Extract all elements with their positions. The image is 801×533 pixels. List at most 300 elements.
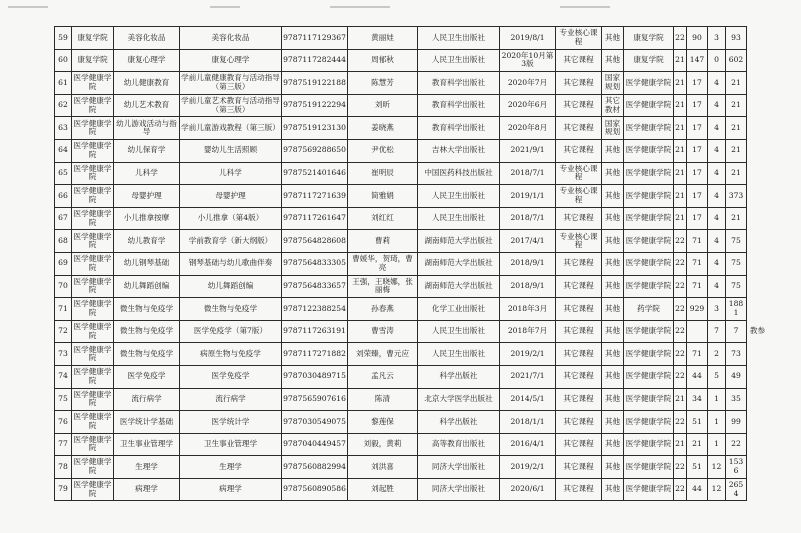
publish-date-cell: 2018年7月: [500, 320, 556, 343]
textbook-title-cell: 医学免疫学: [180, 365, 282, 388]
publisher-cell: 人民卫生出版社: [418, 49, 500, 72]
publisher-cell: 教育科学出版社: [418, 117, 500, 140]
textbook-category-cell: 其他: [602, 388, 624, 411]
author-cell: 刘毅，黄莉: [348, 433, 418, 456]
college-cell: 康复学院: [72, 27, 114, 50]
publisher-cell: 湖南师范大学出版社: [418, 252, 500, 275]
quantity-b-cell: 12: [708, 478, 726, 501]
course-type-cell: 其它课程: [556, 456, 602, 479]
textbook-title-cell: 学前教育学（新大纲版）: [180, 230, 282, 253]
course-type-cell: 其它课程: [556, 343, 602, 366]
quantity-total-cell: 35: [726, 388, 747, 411]
class-count-cell: 21: [674, 49, 687, 72]
textbook-title-cell: 母婴护理: [180, 185, 282, 208]
quantity-total-cell: 21: [726, 139, 747, 162]
quantity-a-cell: 51: [687, 456, 708, 479]
class-count-cell: 22: [674, 411, 687, 434]
course-type-cell: 其它课程: [556, 433, 602, 456]
course-name-cell: 医学统计学基础: [114, 411, 180, 434]
isbn-cell: 9787564833305: [282, 252, 348, 275]
row-number-cell: 67: [55, 207, 72, 230]
textbook-category-cell: 其他: [602, 456, 624, 479]
author-cell: 黄丽娃: [348, 27, 418, 50]
quantity-b-cell: 12: [708, 456, 726, 479]
textbook-category-cell: 其他: [602, 27, 624, 50]
textbook-title-cell: 学前儿童艺术教育与活动指导（第三版）: [180, 94, 282, 117]
author-cell: 黎莲保: [348, 411, 418, 434]
quantity-b-cell: 3: [708, 27, 726, 50]
quantity-b-cell: 3: [708, 298, 726, 321]
college-cell: 医学健康学院: [72, 139, 114, 162]
college-cell: 医学健康学院: [72, 388, 114, 411]
class-count-cell: 22: [674, 252, 687, 275]
quantity-a-cell: 17: [687, 162, 708, 185]
publisher-cell: 同济大学出版社: [418, 456, 500, 479]
college-cell: 医学健康学院: [72, 72, 114, 95]
table-row: [55, 433, 769, 456]
quantity-a-cell: 44: [687, 478, 708, 501]
author-cell: 简雅娟: [348, 185, 418, 208]
class-count-cell: 22: [674, 456, 687, 479]
row-number-cell: 73: [55, 343, 72, 366]
textbook-category-cell: 国家规划: [602, 72, 624, 95]
ordering-dept-cell: 医学健康学院: [624, 343, 674, 366]
publish-date-cell: 2019/2/1: [500, 456, 556, 479]
author-cell: 曹媛华，贺琦，曹亮: [348, 252, 418, 275]
quantity-a-cell: 17: [687, 94, 708, 117]
note-cell: [747, 27, 769, 50]
ordering-dept-cell: 医学健康学院: [624, 252, 674, 275]
note-cell: [747, 230, 769, 253]
course-type-cell: 其它课程: [556, 252, 602, 275]
course-type-cell: 专业核心课程: [556, 27, 602, 50]
row-number-cell: 64: [55, 139, 72, 162]
quantity-b-cell: 4: [708, 275, 726, 298]
textbook-title-cell: 儿科学: [180, 162, 282, 185]
note-cell: [747, 433, 769, 456]
publisher-cell: 北京大学医学出版社: [418, 388, 500, 411]
textbook-category-cell: 其他: [602, 411, 624, 434]
isbn-cell: 9787117129367: [282, 27, 348, 50]
isbn-cell: 9787040449457: [282, 433, 348, 456]
row-number-cell: 59: [55, 27, 72, 50]
publisher-cell: 人民卫生出版社: [418, 207, 500, 230]
textbook-category-cell: 其他: [602, 49, 624, 72]
quantity-a-cell: 21: [687, 433, 708, 456]
class-count-cell: 21: [674, 388, 687, 411]
quantity-a-cell: 17: [687, 185, 708, 208]
table-row: [55, 185, 769, 208]
quantity-b-cell: 2: [708, 343, 726, 366]
table-row: [55, 72, 769, 95]
textbook-title-cell: 钢琴基础与幼儿歌曲伴奏: [180, 252, 282, 275]
textbook-category-cell: 其它教材: [602, 94, 624, 117]
quantity-a-cell: 147: [687, 49, 708, 72]
textbook-category-cell: 其他: [602, 275, 624, 298]
textbook-category-cell: 其他: [602, 162, 624, 185]
course-type-cell: 其它课程: [556, 320, 602, 343]
note-cell: [747, 411, 769, 434]
quantity-a-cell: 71: [687, 230, 708, 253]
college-cell: 医学健康学院: [72, 365, 114, 388]
publisher-cell: 湖南师范大学出版社: [418, 230, 500, 253]
publisher-cell: 人民卫生出版社: [418, 343, 500, 366]
textbook-title-cell: 幼儿舞蹈创编: [180, 275, 282, 298]
ordering-dept-cell: 医学健康学院: [624, 388, 674, 411]
textbook-title-cell: 医学免疫学（第7版）: [180, 320, 282, 343]
quantity-total-cell: 373: [726, 185, 747, 208]
class-count-cell: 22: [674, 230, 687, 253]
college-cell: 医学健康学院: [72, 207, 114, 230]
quantity-b-cell: 1: [708, 411, 726, 434]
quantity-a-cell: 71: [687, 275, 708, 298]
publisher-cell: 人民卫生出版社: [418, 185, 500, 208]
note-cell: [747, 94, 769, 117]
table-row: [55, 207, 769, 230]
ordering-dept-cell: 医学健康学院: [624, 230, 674, 253]
college-cell: 医学健康学院: [72, 411, 114, 434]
course-name-cell: 小儿推拿按摩: [114, 207, 180, 230]
publish-date-cell: 2017/4/1: [500, 230, 556, 253]
textbook-title-cell: 婴幼儿生活照顾: [180, 139, 282, 162]
ordering-dept-cell: 医学健康学院: [624, 411, 674, 434]
course-name-cell: 儿科学: [114, 162, 180, 185]
quantity-total-cell: 21: [726, 162, 747, 185]
table-row: [55, 230, 769, 253]
publisher-cell: 科学出版社: [418, 365, 500, 388]
textbook-title-cell: 学前儿童健康教育与活动指导（第三版）: [180, 72, 282, 95]
table-row: [55, 139, 769, 162]
quantity-b-cell: 1: [708, 433, 726, 456]
quantity-a-cell: 17: [687, 117, 708, 140]
publish-date-cell: 2016/4/1: [500, 433, 556, 456]
publisher-cell: 人民卫生出版社: [418, 27, 500, 50]
class-count-cell: 22: [674, 27, 687, 50]
ordering-dept-cell: 医学健康学院: [624, 117, 674, 140]
isbn-cell: 9787521401646: [282, 162, 348, 185]
quantity-total-cell: 75: [726, 275, 747, 298]
row-number-cell: 78: [55, 456, 72, 479]
author-cell: 刘起胜: [348, 478, 418, 501]
quantity-total-cell: 73: [726, 343, 747, 366]
quantity-a-cell: 51: [687, 411, 708, 434]
table-row: [55, 388, 769, 411]
table-row: [55, 27, 769, 50]
college-cell: 医学健康学院: [72, 275, 114, 298]
table-row: [55, 411, 769, 434]
course-name-cell: 康复心理学: [114, 49, 180, 72]
row-number-cell: 68: [55, 230, 72, 253]
textbook-title-cell: 卫生事业管理学: [180, 433, 282, 456]
note-cell: 教参: [749, 326, 766, 336]
class-count-cell: 21: [674, 117, 687, 140]
course-type-cell: 其它课程: [556, 388, 602, 411]
isbn-cell: 9787519122188: [282, 72, 348, 95]
class-count-cell: 21: [674, 139, 687, 162]
quantity-total-cell: 93: [726, 27, 747, 50]
course-name-cell: 微生物与免疫学: [114, 320, 180, 343]
course-name-cell: 流行病学: [114, 388, 180, 411]
row-number-cell: 61: [55, 72, 72, 95]
isbn-cell: 9787560890586: [282, 478, 348, 501]
ordering-dept-cell: 医学健康学院: [624, 185, 674, 208]
ordering-dept-cell: 医学健康学院: [624, 478, 674, 501]
college-cell: 医学健康学院: [72, 252, 114, 275]
publish-date-cell: 2021/7/1: [500, 365, 556, 388]
course-name-cell: 幼儿艺术教育: [114, 94, 180, 117]
publish-date-cell: 2018/7/1: [500, 207, 556, 230]
textbook-category-cell: 其他: [602, 320, 624, 343]
course-name-cell: 卫生事业管理学: [114, 433, 180, 456]
author-cell: 周郁秋: [348, 49, 418, 72]
author-cell: 王强，王晓娜，张丽梅: [348, 275, 418, 298]
course-name-cell: 生理学: [114, 456, 180, 479]
row-number-cell: 75: [55, 388, 72, 411]
isbn-cell: 9787564828608: [282, 230, 348, 253]
row-number-cell: 69: [55, 252, 72, 275]
row-number-cell: 63: [55, 117, 72, 140]
ordering-dept-cell: 医学健康学院: [624, 72, 674, 95]
isbn-cell: 9787564833657: [282, 275, 348, 298]
row-number-cell: 62: [55, 94, 72, 117]
textbook-category-cell: 其他: [602, 139, 624, 162]
course-name-cell: 幼儿教育学: [114, 230, 180, 253]
isbn-cell: 9787122388254: [282, 298, 348, 321]
table-row: [55, 320, 769, 343]
row-number-cell: 70: [55, 275, 72, 298]
quantity-total-cell: 21: [726, 117, 747, 140]
row-number-cell: 66: [55, 185, 72, 208]
textbook-title-cell: 流行病学: [180, 388, 282, 411]
ordering-dept-cell: 医学健康学院: [624, 456, 674, 479]
quantity-b-cell: 5: [708, 365, 726, 388]
publish-date-cell: 2020年7月: [500, 72, 556, 95]
author-cell: 姜晓燕: [348, 117, 418, 140]
quantity-b-cell: 4: [708, 162, 726, 185]
publish-date-cell: 2018/9/1: [500, 275, 556, 298]
publish-date-cell: 2018/7/1: [500, 162, 556, 185]
textbook-title-cell: 小儿推拿（第4版）: [180, 207, 282, 230]
scan-marks: [0, 0, 801, 24]
quantity-b-cell: 4: [708, 72, 726, 95]
quantity-a-cell: 17: [687, 139, 708, 162]
textbook-title-cell: 医学统计学: [180, 411, 282, 434]
quantity-total-cell: 2654: [726, 478, 747, 501]
textbook-title-cell: 微生物与免疫学: [180, 298, 282, 321]
author-cell: 孙春燕: [348, 298, 418, 321]
quantity-b-cell: 4: [708, 230, 726, 253]
class-count-cell: 21: [674, 162, 687, 185]
isbn-cell: 9787565907616: [282, 388, 348, 411]
textbook-category-cell: 其他: [602, 252, 624, 275]
row-number-cell: 74: [55, 365, 72, 388]
table-row: [55, 298, 769, 321]
class-count-cell: 21: [674, 72, 687, 95]
course-type-cell: 其它课程: [556, 478, 602, 501]
note-cell: [747, 252, 769, 275]
publisher-cell: 教育科学出版社: [418, 72, 500, 95]
note-cell: [747, 456, 769, 479]
isbn-cell: 9787519122294: [282, 94, 348, 117]
row-number-cell: 77: [55, 433, 72, 456]
quantity-a-cell: 71: [687, 252, 708, 275]
college-cell: 医学健康学院: [72, 456, 114, 479]
ordering-dept-cell: 医学健康学院: [624, 433, 674, 456]
publish-date-cell: 2019/8/1: [500, 27, 556, 50]
publish-date-cell: 2020年10月第3版: [500, 49, 556, 72]
college-cell: 医学健康学院: [72, 94, 114, 117]
publisher-cell: 同济大学出版社: [418, 478, 500, 501]
textbook-category-cell: 其他: [602, 298, 624, 321]
publisher-cell: 科学出版社: [418, 411, 500, 434]
publish-date-cell: 2018/1/1: [500, 411, 556, 434]
table-row: [55, 275, 769, 298]
isbn-cell: 9787030549075: [282, 411, 348, 434]
publish-date-cell: 2019/2/1: [500, 343, 556, 366]
quantity-a-cell: 17: [687, 207, 708, 230]
publisher-cell: 人民卫生出版社: [418, 320, 500, 343]
ordering-dept-cell: 医学健康学院: [624, 139, 674, 162]
table-row: [55, 365, 769, 388]
note-cell: [747, 388, 769, 411]
row-number-cell: 72: [55, 320, 72, 343]
course-type-cell: 专业核心课程: [556, 162, 602, 185]
quantity-total-cell: 22: [726, 433, 747, 456]
quantity-total-cell: 99: [726, 411, 747, 434]
college-cell: 医学健康学院: [72, 230, 114, 253]
isbn-cell: 9787560882994: [282, 456, 348, 479]
college-cell: 医学健康学院: [72, 117, 114, 140]
isbn-cell: 9787117271882: [282, 343, 348, 366]
quantity-b-cell: 4: [708, 207, 726, 230]
isbn-cell: 9787117263191: [282, 320, 348, 343]
course-name-cell: 微生物与免疫学: [114, 343, 180, 366]
quantity-total-cell: 7: [726, 320, 747, 343]
author-cell: 孟凡云: [348, 365, 418, 388]
quantity-a-cell: 17: [687, 72, 708, 95]
course-name-cell: 微生物与免疫学: [114, 298, 180, 321]
note-cell: [747, 117, 769, 140]
table-row: [55, 252, 769, 275]
class-count-cell: 22: [674, 343, 687, 366]
ordering-dept-cell: 医学健康学院: [624, 320, 674, 343]
quantity-total-cell: 75: [726, 230, 747, 253]
class-count-cell: 22: [674, 275, 687, 298]
quantity-a-cell: [687, 320, 708, 343]
table-row: [55, 117, 769, 140]
course-type-cell: 其它课程: [556, 139, 602, 162]
note-cell: [747, 162, 769, 185]
quantity-total-cell: 602: [726, 49, 747, 72]
quantity-total-cell: 21: [726, 207, 747, 230]
textbook-category-cell: 国家规划: [602, 117, 624, 140]
textbook-category-cell: 其他: [602, 433, 624, 456]
class-count-cell: 22: [674, 298, 687, 321]
textbook-title-cell: 康复心理学: [180, 49, 282, 72]
college-cell: 医学健康学院: [72, 343, 114, 366]
publish-date-cell: 2019/1/1: [500, 185, 556, 208]
quantity-b-cell: 4: [708, 117, 726, 140]
author-cell: 曹莉: [348, 230, 418, 253]
class-count-cell: 22: [674, 365, 687, 388]
publish-date-cell: 2014/5/1: [500, 388, 556, 411]
table-row: [55, 94, 769, 117]
quantity-a-cell: 929: [687, 298, 708, 321]
college-cell: 医学健康学院: [72, 433, 114, 456]
publish-date-cell: 2020年8月: [500, 117, 556, 140]
ordering-dept-cell: 康复学院: [624, 27, 674, 50]
class-count-cell: 21: [674, 433, 687, 456]
quantity-a-cell: 90: [687, 27, 708, 50]
ordering-dept-cell: 医学健康学院: [624, 162, 674, 185]
textbook-title-cell: 病原生物与免疫学: [180, 343, 282, 366]
quantity-b-cell: 7: [708, 320, 726, 343]
quantity-a-cell: 71: [687, 343, 708, 366]
college-cell: 医学健康学院: [72, 162, 114, 185]
course-name-cell: 幼儿舞蹈创编: [114, 275, 180, 298]
note-cell: [747, 365, 769, 388]
college-cell: 医学健康学院: [72, 320, 114, 343]
ordering-dept-cell: 医学健康学院: [624, 365, 674, 388]
textbook-table: [54, 26, 769, 501]
course-name-cell: 幼儿游戏活动与指导: [114, 117, 180, 140]
publisher-cell: 化学工业出版社: [418, 298, 500, 321]
quantity-b-cell: 4: [708, 139, 726, 162]
class-count-cell: 21: [674, 185, 687, 208]
quantity-b-cell: 4: [708, 252, 726, 275]
table-body: [55, 27, 769, 501]
ordering-dept-cell: 康复学院: [624, 49, 674, 72]
author-cell: 陈清: [348, 388, 418, 411]
quantity-b-cell: 4: [708, 94, 726, 117]
publish-date-cell: 2018/9/1: [500, 252, 556, 275]
quantity-total-cell: 1881: [726, 298, 747, 321]
publisher-cell: 吉林大学出版社: [418, 139, 500, 162]
isbn-cell: 9787569288650: [282, 139, 348, 162]
course-name-cell: 幼儿保育学: [114, 139, 180, 162]
ordering-dept-cell: 医学健康学院: [624, 94, 674, 117]
textbook-category-cell: 其他: [602, 478, 624, 501]
course-type-cell: 其它课程: [556, 275, 602, 298]
row-number-cell: 71: [55, 298, 72, 321]
course-type-cell: 其它课程: [556, 72, 602, 95]
course-type-cell: 其它课程: [556, 298, 602, 321]
publisher-cell: 教育科学出版社: [418, 94, 500, 117]
course-type-cell: 其它课程: [556, 94, 602, 117]
ordering-dept-cell: 医学健康学院: [624, 275, 674, 298]
publisher-cell: 湖南师范大学出版社: [418, 275, 500, 298]
course-name-cell: 母婴护理: [114, 185, 180, 208]
publish-date-cell: 2020/6/1: [500, 478, 556, 501]
quantity-b-cell: 1: [708, 388, 726, 411]
class-count-cell: 21: [674, 207, 687, 230]
quantity-total-cell: 75: [726, 252, 747, 275]
course-type-cell: 其它课程: [556, 411, 602, 434]
table-row: [55, 49, 769, 72]
course-name-cell: 幼儿健康教育: [114, 72, 180, 95]
isbn-cell: 9787030489715: [282, 365, 348, 388]
publisher-cell: 高等教育出版社: [418, 433, 500, 456]
textbook-category-cell: 其他: [602, 365, 624, 388]
note-cell: [747, 343, 769, 366]
note-cell: [747, 298, 769, 321]
table-row: [55, 456, 769, 479]
author-cell: 曹雪涛: [348, 320, 418, 343]
row-number-cell: 65: [55, 162, 72, 185]
author-cell: 刘荣臻，曹元应: [348, 343, 418, 366]
publish-date-cell: 2021/9/1: [500, 139, 556, 162]
note-cell: [747, 49, 769, 72]
